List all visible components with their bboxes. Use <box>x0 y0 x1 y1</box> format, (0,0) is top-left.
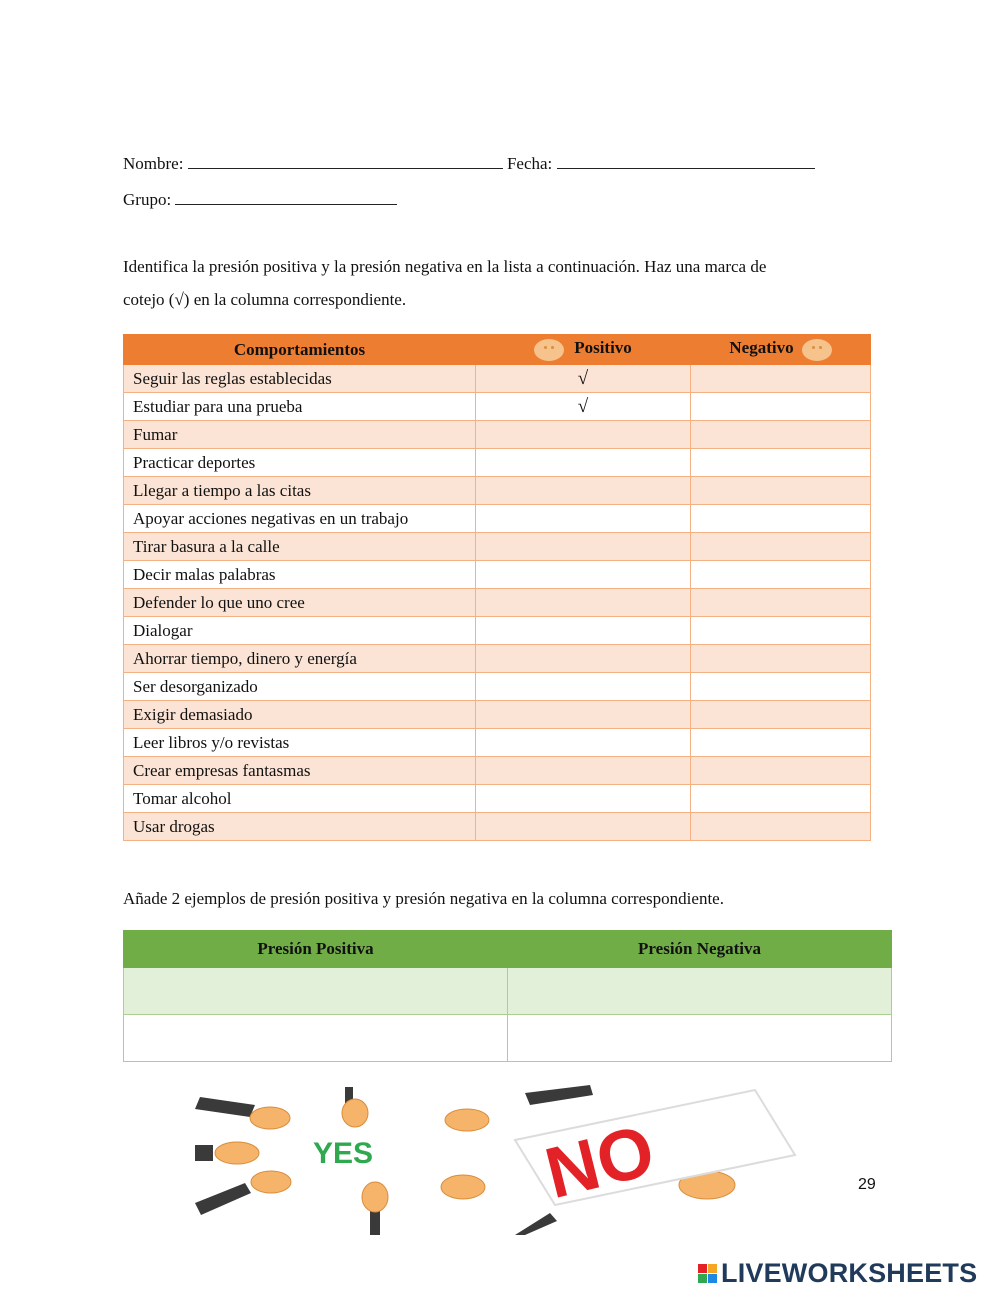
behavior-label: Dialogar <box>124 617 476 645</box>
positive-mark-cell[interactable] <box>476 589 691 617</box>
behavior-row <box>124 617 871 645</box>
examples-row <box>124 968 892 1015</box>
positive-mark-cell[interactable] <box>476 477 691 505</box>
positive-example-input-1[interactable] <box>124 968 508 1015</box>
yes-text: YES <box>313 1137 374 1170</box>
negative-mark-cell[interactable] <box>691 421 871 449</box>
behavior-row <box>124 505 871 533</box>
negative-mark-cell[interactable] <box>691 365 871 393</box>
header-presion-positiva: Presión Positiva <box>124 931 508 968</box>
behavior-label: Usar drogas <box>124 813 476 841</box>
header-positivo <box>476 335 691 365</box>
examples-table <box>123 930 892 1062</box>
behavior-label: Seguir las reglas establecidas <box>124 365 476 393</box>
behaviors-table <box>123 334 871 841</box>
behavior-row <box>124 561 871 589</box>
page-number: 29 <box>858 1176 876 1193</box>
behavior-label: Crear empresas fantasmas <box>124 757 476 785</box>
behavior-label: Tomar alcohol <box>124 785 476 813</box>
negative-mark-cell[interactable] <box>691 589 871 617</box>
negative-example-input-2[interactable] <box>508 1015 892 1062</box>
happy-face-icon <box>534 339 564 361</box>
sad-face-icon <box>802 339 832 361</box>
positivo-label: Positivo <box>574 338 632 358</box>
positive-mark-cell[interactable] <box>476 785 691 813</box>
negative-mark-cell[interactable] <box>691 673 871 701</box>
header-negativo <box>691 335 871 365</box>
behavior-row <box>124 673 871 701</box>
behavior-label: Exigir demasiado <box>124 701 476 729</box>
positive-mark-cell[interactable]: √ <box>476 393 691 421</box>
behavior-row <box>124 729 871 757</box>
positive-mark-cell[interactable] <box>476 673 691 701</box>
behavior-label: Estudiar para una prueba <box>124 393 476 421</box>
positive-mark-cell[interactable] <box>476 421 691 449</box>
behavior-row <box>124 449 871 477</box>
positive-mark-cell[interactable] <box>476 505 691 533</box>
negative-mark-cell[interactable] <box>691 561 871 589</box>
instruction-line-1: Identifica la presión positiva y la presión negativa en la lista a continuación. Haz una marca de <box>123 257 767 276</box>
negative-mark-cell[interactable] <box>691 505 871 533</box>
no-text: NO <box>537 1110 663 1215</box>
positive-mark-cell[interactable] <box>476 449 691 477</box>
negative-mark-cell[interactable] <box>691 477 871 505</box>
behavior-row <box>124 785 871 813</box>
negative-mark-cell[interactable] <box>691 645 871 673</box>
behavior-row <box>124 365 871 393</box>
negative-mark-cell[interactable] <box>691 757 871 785</box>
positive-mark-cell[interactable] <box>476 701 691 729</box>
behavior-row <box>124 477 871 505</box>
behavior-label: Tirar basura a la calle <box>124 533 476 561</box>
behavior-label: Practicar deportes <box>124 449 476 477</box>
fecha-field[interactable] <box>557 166 815 169</box>
name-date-line <box>123 154 815 174</box>
yes-no-illustration <box>195 1085 805 1235</box>
negative-mark-cell[interactable] <box>691 729 871 757</box>
behavior-row <box>124 421 871 449</box>
positive-mark-cell[interactable]: √ <box>476 365 691 393</box>
behavior-row <box>124 645 871 673</box>
behavior-row <box>124 701 871 729</box>
behavior-label: Apoyar acciones negativas en un trabajo <box>124 505 476 533</box>
negative-mark-cell[interactable] <box>691 701 871 729</box>
behavior-label: Llegar a tiempo a las citas <box>124 477 476 505</box>
behavior-label: Ser desorganizado <box>124 673 476 701</box>
header-comportamientos: Comportamientos <box>124 335 476 365</box>
examples-header-row <box>124 931 892 968</box>
negative-mark-cell[interactable] <box>691 617 871 645</box>
negative-mark-cell[interactable] <box>691 393 871 421</box>
positive-example-input-2[interactable] <box>124 1015 508 1062</box>
positive-mark-cell[interactable] <box>476 813 691 841</box>
group-line <box>123 190 397 210</box>
grupo-label: Grupo: <box>123 190 172 209</box>
behavior-label: Defender lo que uno cree <box>124 589 476 617</box>
behavior-row <box>124 757 871 785</box>
behavior-label: Decir malas palabras <box>124 561 476 589</box>
behavior-row <box>124 393 871 421</box>
grupo-field[interactable] <box>175 202 397 205</box>
negative-mark-cell[interactable] <box>691 533 871 561</box>
positive-mark-cell[interactable] <box>476 645 691 673</box>
positive-mark-cell[interactable] <box>476 561 691 589</box>
behavior-label: Fumar <box>124 421 476 449</box>
watermark-text: LIVEWORKSHEETS <box>721 1257 978 1288</box>
instruction-line-2: cotejo (√) en la columna correspondiente. <box>123 290 407 309</box>
negative-example-input-1[interactable] <box>508 968 892 1015</box>
positive-mark-cell[interactable] <box>476 533 691 561</box>
behaviors-header-row <box>124 335 871 365</box>
behavior-row <box>124 813 871 841</box>
behavior-row <box>124 533 871 561</box>
examples-row <box>124 1015 892 1062</box>
fecha-label: Fecha: <box>506 154 553 173</box>
nombre-label: Nombre: <box>123 154 184 173</box>
negative-mark-cell[interactable] <box>691 449 871 477</box>
negativo-label: Negativo <box>729 338 794 358</box>
negative-mark-cell[interactable] <box>691 785 871 813</box>
negative-mark-cell[interactable] <box>691 813 871 841</box>
positive-mark-cell[interactable] <box>476 617 691 645</box>
liveworksheets-logo-icon <box>698 1264 717 1283</box>
liveworksheets-watermark <box>698 1258 977 1288</box>
behavior-label: Ahorrar tiempo, dinero y energía <box>124 645 476 673</box>
nombre-field[interactable] <box>188 166 503 169</box>
positive-mark-cell[interactable] <box>476 729 691 757</box>
behavior-label: Leer libros y/o revistas <box>124 729 476 757</box>
behavior-row <box>124 589 871 617</box>
positive-mark-cell[interactable] <box>476 757 691 785</box>
header-presion-negativa: Presión Negativa <box>508 931 892 968</box>
examples-instruction: Añade 2 ejemplos de presión positiva y presión negativa en la columna correspondiente. <box>123 889 724 908</box>
